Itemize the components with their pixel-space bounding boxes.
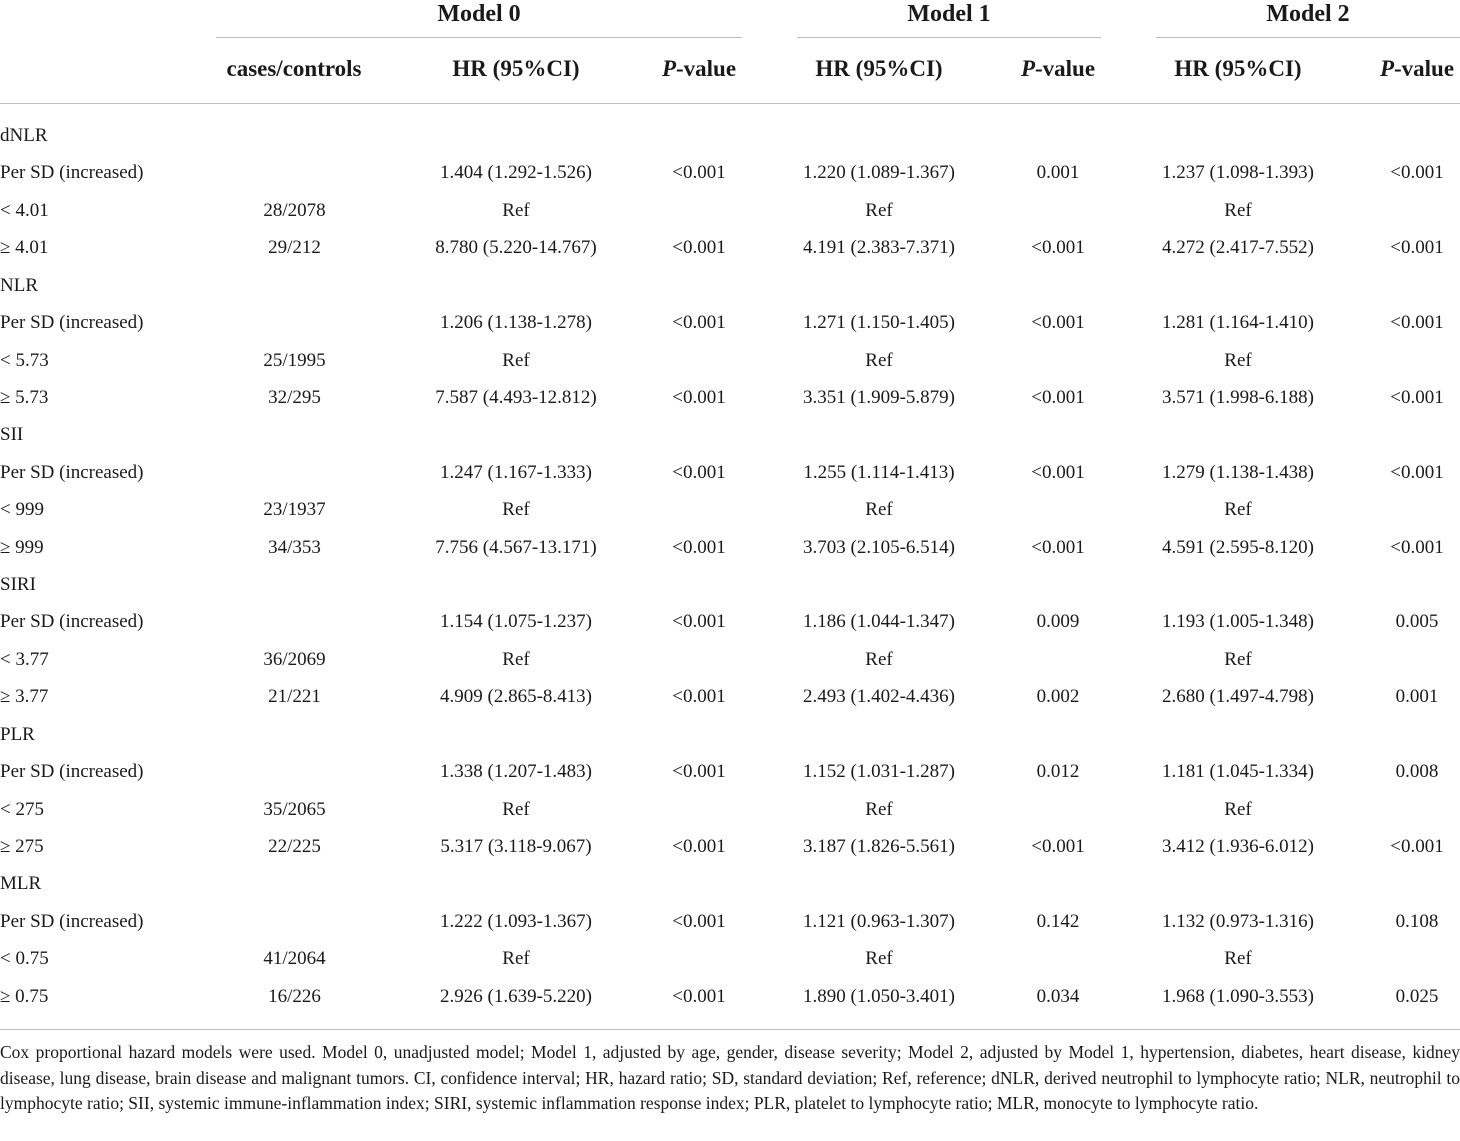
row-label: PLR (0, 723, 35, 745)
p-model0-cell (643, 791, 755, 828)
cases-controls-cell: 34/353 (268, 536, 321, 558)
hr-model1-cell: 3.187 (1.826-5.561) (803, 836, 955, 858)
cases-controls-cell (216, 154, 373, 191)
p-model1-cell: 0.012 (1036, 761, 1080, 783)
p-model0-cell: <0.001 (672, 985, 726, 1007)
table-row (0, 791, 1460, 828)
hr-model2-cell: 4.272 (2.417-7.552) (1162, 237, 1314, 259)
p-suffix: -value (1394, 56, 1455, 81)
p-model2-cell (1362, 716, 1460, 753)
p-model0-cell (643, 117, 755, 154)
p-model0-cell: <0.001 (672, 910, 726, 932)
p-model1-cell: <0.001 (1031, 237, 1085, 259)
cases-controls-cell: 35/2065 (263, 798, 326, 820)
hr-model1-cell: Ref (865, 948, 893, 970)
cases-controls-cell: 28/2078 (263, 199, 326, 221)
p-model0-cell (643, 940, 755, 977)
p-model2-cell (1362, 491, 1460, 528)
col-header-p2 (1368, 54, 1460, 84)
table-row (0, 603, 1460, 640)
table-row (0, 566, 1460, 603)
hr-model0-cell (390, 416, 642, 453)
p-model0-cell (643, 342, 755, 379)
hr-model1-cell: 1.271 (1.150-1.405) (803, 312, 955, 334)
hr-model1-cell (760, 716, 998, 753)
p-model2-cell (1362, 192, 1460, 229)
hr-model1-cell: Ref (865, 798, 893, 820)
p-model0-cell: <0.001 (672, 611, 726, 633)
p-model2-cell (1362, 791, 1460, 828)
cases-controls-cell (216, 753, 373, 790)
hr-model1-cell: Ref (865, 648, 893, 670)
cases-controls-cell (216, 416, 373, 453)
hr-model0-cell: 1.222 (1.093-1.367) (440, 910, 592, 932)
p-model0-cell (643, 416, 755, 453)
hr-model1-cell: Ref (865, 499, 893, 521)
hr-model0-cell (390, 865, 642, 902)
hr-model0-cell: 7.756 (4.567-13.171) (435, 536, 597, 558)
p-model1-cell (1002, 865, 1114, 902)
row-label: ≥ 999 (0, 536, 44, 558)
model0-rule (216, 37, 742, 38)
p-model0-cell (643, 641, 755, 678)
p-model2-cell: <0.001 (1390, 237, 1444, 259)
hr-model0-cell: Ref (502, 499, 530, 521)
p-model2-cell: 0.005 (1395, 611, 1439, 633)
cases-controls-cell (216, 865, 373, 902)
row-label: < 4.01 (0, 199, 49, 221)
table-row (0, 865, 1460, 902)
hr-model2-cell: 1.193 (1.005-1.348) (1162, 611, 1314, 633)
hr-model1-cell: 4.191 (2.383-7.371) (803, 237, 955, 259)
p-model2-cell (1362, 416, 1460, 453)
row-label: ≥ 4.01 (0, 237, 49, 259)
hr-model1-cell: 1.255 (1.114-1.413) (803, 461, 955, 483)
p-model2-cell: <0.001 (1390, 386, 1444, 408)
p-model2-cell: 0.108 (1395, 910, 1439, 932)
hr-model0-cell: Ref (502, 798, 530, 820)
hr-model1-cell: 1.121 (0.963-1.307) (803, 910, 955, 932)
cases-controls-cell (216, 117, 373, 154)
row-label: Per SD (increased) (0, 312, 144, 334)
p-model0-cell (643, 491, 755, 528)
p-model2-cell (1362, 865, 1460, 902)
p-italic: P (1020, 56, 1035, 81)
header-rule (0, 103, 1460, 104)
p-model0-cell (643, 716, 755, 753)
hr-model2-cell: Ref (1224, 948, 1252, 970)
p-model1-cell: <0.001 (1031, 386, 1085, 408)
p-model0-cell: <0.001 (672, 237, 726, 259)
p-model2-cell: <0.001 (1390, 461, 1444, 483)
hr-model0-cell (390, 716, 642, 753)
hr-model2-cell (1118, 865, 1358, 902)
col-header-p1 (1002, 54, 1114, 84)
p-model1-cell (1002, 342, 1114, 379)
p-model1-cell: 0.142 (1036, 910, 1080, 932)
p-model1-cell (1002, 566, 1114, 603)
row-label: < 0.75 (0, 948, 49, 970)
table-row (0, 117, 1460, 154)
hr-model2-cell: Ref (1224, 349, 1252, 371)
p-model2-cell: 0.001 (1395, 686, 1439, 708)
table-row (0, 641, 1460, 678)
p-model0-cell: <0.001 (672, 386, 726, 408)
table-row (0, 678, 1460, 715)
hr-model2-cell: 1.237 (1.098-1.393) (1162, 162, 1314, 184)
hr-model0-cell: 7.587 (4.493-12.812) (435, 386, 597, 408)
model1-heading: Model 1 (907, 1, 991, 27)
table-row (0, 379, 1460, 416)
hr-model2-cell: 4.591 (2.595-8.120) (1162, 536, 1314, 558)
cases-controls-cell: 16/226 (268, 985, 321, 1007)
hr-model2-cell: 1.279 (1.138-1.438) (1162, 461, 1314, 483)
col-header-hr1: HR (95%CI) (815, 56, 943, 81)
cases-controls-cell (216, 603, 373, 640)
p-model1-cell: <0.001 (1031, 836, 1085, 858)
p-model0-cell (643, 267, 755, 304)
hr-model2-cell: Ref (1224, 199, 1252, 221)
table-row (0, 828, 1460, 865)
row-label: < 275 (0, 798, 44, 820)
table-row (0, 416, 1460, 453)
hr-model0-cell: Ref (502, 349, 530, 371)
hr-model1-cell: Ref (865, 199, 893, 221)
hr-model2-cell: Ref (1224, 798, 1252, 820)
p-model2-cell: <0.001 (1390, 312, 1444, 334)
hr-model0-cell: Ref (502, 199, 530, 221)
hr-model1-cell (760, 566, 998, 603)
row-label: SIRI (0, 574, 36, 596)
row-label: Per SD (increased) (0, 910, 144, 932)
cases-controls-cell: 29/212 (268, 237, 321, 259)
p-model0-cell (643, 865, 755, 902)
p-model2-cell: <0.001 (1390, 536, 1444, 558)
cases-controls-cell: 36/2069 (263, 648, 326, 670)
hr-model1-cell: Ref (865, 349, 893, 371)
table-row (0, 192, 1460, 229)
hr-model0-cell: 1.206 (1.138-1.278) (440, 312, 592, 334)
hr-model2-cell: 1.181 (1.045-1.334) (1162, 761, 1314, 783)
p-model1-cell (1002, 940, 1114, 977)
row-label: Per SD (increased) (0, 162, 144, 184)
table-row (0, 529, 1460, 566)
p-model2-cell: 0.025 (1395, 985, 1439, 1007)
row-label: < 3.77 (0, 648, 49, 670)
table-row (0, 229, 1460, 266)
hr-model2-cell: 1.968 (1.090-3.553) (1162, 985, 1314, 1007)
hr-model1-cell (760, 865, 998, 902)
p-model0-cell: <0.001 (672, 536, 726, 558)
cases-controls-cell (216, 267, 373, 304)
model1-rule (797, 37, 1101, 38)
hr-model0-cell (390, 117, 642, 154)
p-model1-cell (1002, 716, 1114, 753)
hr-model0-cell: 2.926 (1.639-5.220) (440, 985, 592, 1007)
p-suffix: -value (1035, 56, 1096, 81)
col-header-cases: cases/controls (226, 56, 362, 81)
hr-model0-cell: Ref (502, 948, 530, 970)
hr-model0-cell (390, 267, 642, 304)
hr-model0-cell: Ref (502, 648, 530, 670)
table-row (0, 267, 1460, 304)
hr-model1-cell: 1.890 (1.050-3.401) (803, 985, 955, 1007)
p-model1-cell (1002, 791, 1114, 828)
p-italic: P (661, 56, 676, 81)
p-model2-cell (1362, 117, 1460, 154)
table-row (0, 304, 1460, 341)
hr-model0-cell (390, 566, 642, 603)
p-model1-cell: <0.001 (1031, 461, 1085, 483)
p-model0-cell: <0.001 (672, 836, 726, 858)
hr-model2-cell (1118, 267, 1358, 304)
table-row (0, 978, 1460, 1015)
p-model1-cell (1002, 641, 1114, 678)
table-row (0, 154, 1460, 191)
hr-model0-cell: 1.154 (1.075-1.237) (440, 611, 592, 633)
table-footnote: Cox proportional hazard models were used. Model 0, unadjusted model; Model 1, adjusted by age, gender, disease severity; Model 2, adjusted by Model 1, hypertension, diabetes, heart disease, kidney disease, lung disease, brain disease and malignant tumors. CI, confidence interval; HR, hazard ratio; SD, standard deviation; Ref, reference; dNLR, derived neutrophil to lymphocyte ratio; NLR, neutrophil to lymphocyte ratio; SII, systemic immune-inflammation index; SIRI, systemic inflammation response index; PLR, platelet to lymphocyte ratio; MLR, monocyte to lymphocyte ratio. (0, 1042, 1460, 1113)
p-model2-cell: <0.001 (1390, 162, 1444, 184)
cases-controls-cell (216, 716, 373, 753)
p-model1-cell: <0.001 (1031, 536, 1085, 558)
cases-controls-cell (216, 566, 373, 603)
p-model1-cell (1002, 117, 1114, 154)
p-model0-cell (643, 566, 755, 603)
p-model0-cell: <0.001 (672, 162, 726, 184)
hr-model1-cell: 2.493 (1.402-4.436) (803, 686, 955, 708)
p-model2-cell: <0.001 (1390, 836, 1444, 858)
cases-controls-cell: 21/221 (268, 686, 321, 708)
table-row (0, 491, 1460, 528)
row-label: ≥ 275 (0, 836, 44, 858)
p-model2-cell (1362, 641, 1460, 678)
row-label: SII (0, 424, 24, 446)
row-label: Per SD (increased) (0, 611, 144, 633)
row-label: ≥ 0.75 (0, 985, 49, 1007)
p-model0-cell: <0.001 (672, 461, 726, 483)
p-model1-cell (1002, 416, 1114, 453)
col-header-hr0: HR (95%CI) (452, 56, 580, 81)
model2-rule (1156, 37, 1460, 38)
row-label: Per SD (increased) (0, 461, 144, 483)
p-model0-cell: <0.001 (672, 312, 726, 334)
cases-controls-cell: 41/2064 (263, 948, 326, 970)
p-model2-cell: 0.008 (1395, 761, 1439, 783)
p-model1-cell (1002, 491, 1114, 528)
p-suffix: -value (676, 56, 737, 81)
p-model2-cell (1362, 566, 1460, 603)
row-label: ≥ 5.73 (0, 386, 49, 408)
hr-model0-cell: 4.909 (2.865-8.413) (440, 686, 592, 708)
hr-model0-cell: 8.780 (5.220-14.767) (435, 237, 597, 259)
row-label: Per SD (increased) (0, 761, 144, 783)
hr-model2-cell: 3.571 (1.998-6.188) (1162, 386, 1314, 408)
cases-controls-cell (216, 454, 373, 491)
table-row (0, 753, 1460, 790)
hr-model0-cell: 1.247 (1.167-1.333) (440, 461, 592, 483)
p-model1-cell: 0.034 (1036, 985, 1080, 1007)
hr-model1-cell (760, 416, 998, 453)
col-header-hr2: HR (95%CI) (1174, 56, 1302, 81)
hr-model1-cell (760, 117, 998, 154)
p-model0-cell: <0.001 (672, 761, 726, 783)
hr-model1-cell: 3.351 (1.909-5.879) (803, 386, 955, 408)
hr-model2-cell (1118, 117, 1358, 154)
p-model0-cell (643, 192, 755, 229)
cases-controls-cell: 23/1937 (263, 499, 326, 521)
hr-model1-cell: 1.152 (1.031-1.287) (803, 761, 955, 783)
hr-model1-cell: 1.186 (1.044-1.347) (803, 611, 955, 633)
row-label: MLR (0, 873, 42, 895)
p-model1-cell: 0.009 (1036, 611, 1080, 633)
hr-model2-cell: Ref (1224, 499, 1252, 521)
row-label: < 5.73 (0, 349, 49, 371)
cases-controls-cell: 22/225 (268, 836, 321, 858)
row-label: NLR (0, 274, 38, 296)
hr-model2-cell: 2.680 (1.497-4.798) (1162, 686, 1314, 708)
hr-model1-cell: 1.220 (1.089-1.367) (803, 162, 955, 184)
p-model1-cell: 0.001 (1036, 162, 1080, 184)
cases-controls-cell: 25/1995 (263, 349, 326, 371)
hr-model1-cell: 3.703 (2.105-6.514) (803, 536, 955, 558)
table-row (0, 716, 1460, 753)
row-label: dNLR (0, 125, 48, 146)
hr-model0-cell: 1.338 (1.207-1.483) (440, 761, 592, 783)
hr-model2-cell (1118, 566, 1358, 603)
p-model2-cell (1362, 342, 1460, 379)
hr-model2-cell: 3.412 (1.936-6.012) (1162, 836, 1314, 858)
hr-model2-cell (1118, 716, 1358, 753)
p-model2-cell (1362, 267, 1460, 304)
hr-model2-cell: 1.132 (0.973-1.316) (1162, 910, 1314, 932)
cases-controls-cell: 32/295 (268, 386, 321, 408)
p-model1-cell: <0.001 (1031, 312, 1085, 334)
hr-model2-cell: Ref (1224, 648, 1252, 670)
col-header-p0 (643, 54, 755, 84)
cases-controls-cell (216, 304, 373, 341)
table-body (0, 117, 1460, 1015)
table-row (0, 940, 1460, 977)
table-row (0, 903, 1460, 940)
row-label: < 999 (0, 499, 44, 521)
table-row (0, 454, 1460, 491)
model2-heading: Model 2 (1266, 1, 1350, 27)
row-label: ≥ 3.77 (0, 686, 49, 708)
hr-model2-cell (1118, 416, 1358, 453)
p-model1-cell (1002, 192, 1114, 229)
model0-heading: Model 0 (437, 1, 521, 27)
hr-model2-cell: 1.281 (1.164-1.410) (1162, 312, 1314, 334)
p-model2-cell (1362, 940, 1460, 977)
p-model1-cell (1002, 267, 1114, 304)
cases-controls-cell (216, 903, 373, 940)
table-row (0, 342, 1460, 379)
hr-model0-cell: 5.317 (3.118-9.067) (440, 836, 592, 858)
p-model0-cell: <0.001 (672, 686, 726, 708)
p-model1-cell: 0.002 (1036, 686, 1080, 708)
p-italic: P (1379, 56, 1394, 81)
hr-model1-cell (760, 267, 998, 304)
footer-rule (0, 1029, 1460, 1030)
hr-model0-cell: 1.404 (1.292-1.526) (440, 162, 592, 184)
